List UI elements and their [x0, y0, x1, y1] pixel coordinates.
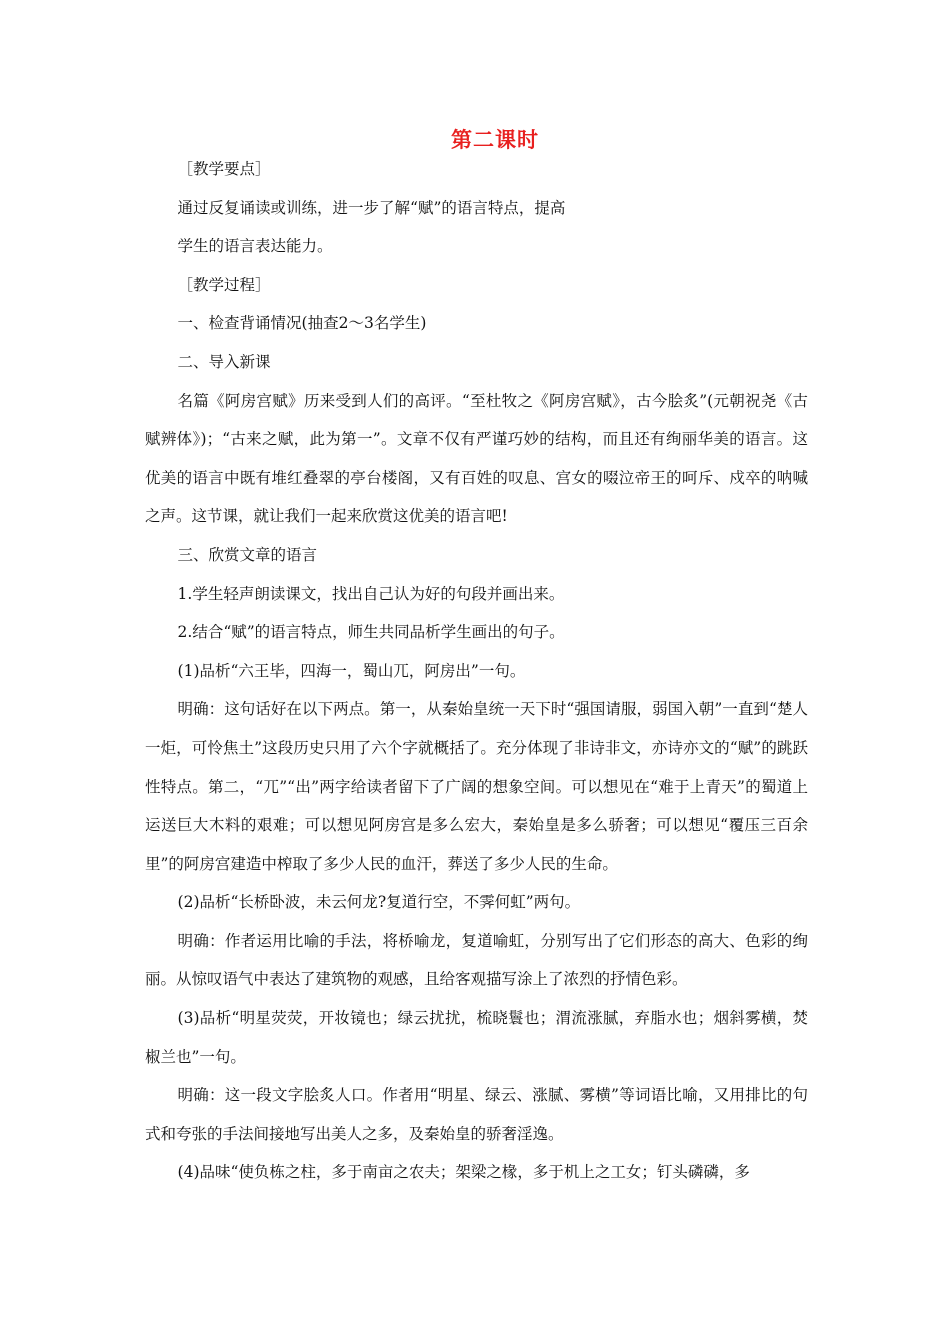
paragraph-task-2: 2.结合“赋”的语言特点，师生共同品析学生画出的句子。 [177, 623, 565, 642]
document-body [145, 150, 808, 1192]
step-heading-introduction: 二、导入新课 [177, 352, 271, 371]
section-heading-key-points: ［教学要点］ [177, 160, 271, 178]
step-heading-appreciate-language: 三、欣赏文章的语言 [177, 545, 318, 564]
paragraph-analysis-1: (1)品析“六王毕，四海一，蜀山兀，阿房出”一句。 [177, 661, 526, 680]
step-heading-check-recitation: 一、检查背诵情况(抽查2～3名学生) [177, 314, 427, 333]
paragraph-explanation-2: 明确：作者运用比喻的手法，将桥喻龙，复道喻虹，分别写出了它们形态的高大、色彩的绚丽。从惊叹语气中表达了建筑物的观感，且给客观描写涂上了浓烈的抒情色彩。 [145, 931, 808, 989]
section-heading-process: ［教学过程］ [177, 275, 271, 294]
paragraph-goal-line-1: 通过反复诵读或训练，进一步了解“赋”的语言特点，提高 [177, 198, 566, 217]
paragraph-analysis-2: (2)品析“长桥卧波，未云何龙?复道行空，不霁何虹”两句。 [177, 893, 581, 912]
lesson-title: 第二课时 [451, 127, 539, 152]
paragraph-goal-line-2: 学生的语言表达能力。 [177, 237, 333, 256]
paragraph-explanation-1: 明确：这句话好在以下两点。第一，从秦始皇统一天下时“强国请服，弱国入朝”一直到“楚人一炬，可怜焦土”这段历史只用了六个字就概括了。充分体现了非诗非文，亦诗亦文的“赋”的跳跃性特点。第二，“兀”“出”两字给读者留下了广阔的想象空间。可以想见在“难于上青天”的蜀道上运送巨大木料的艰难；可以想见阿房宫是多么宏大，秦始皇是多么骄奢；可以想见“覆压三百余里”的阿房宫建造中榨取了多少人民的血汗，葬送了多少人民的生命。 [145, 700, 808, 873]
paragraph-introduction: 名篇《阿房宫赋》历来受到人们的高评。“至杜牧之《阿房宫赋》，古今脍炙”(元朝祝尧《古赋辨体》)；“古来之赋，此为第一”。文章不仅有严谨巧妙的结构，而且还有绚丽华美的语言。这优美的语言中既有堆红叠翠的亭台楼阁，又有百姓的叹息、宫女的啜泣帝王的呵斥、戍卒的呐喊之声。这节课，就让我们一起来欣赏这优美的语言吧! [145, 391, 808, 526]
paragraph-analysis-3: (3)品析“明星荧荧，开妆镜也；绿云扰扰，梳晓鬟也；渭流涨腻，弃脂水也；烟斜雾横，焚椒兰也”一句。 [145, 1009, 808, 1066]
paragraph-analysis-4: (4)品味“使负栋之柱，多于南亩之农夫；架梁之椽，多于机上之工女；钉头磷磷，多 [177, 1163, 750, 1182]
paragraph-explanation-3: 明确：这一段文字脍炙人口。作者用“明星、绿云、涨腻、雾横”等词语比喻，又用排比的句式和夸张的手法间接地写出美人之多，及秦始皇的骄奢淫逸。 [145, 1086, 808, 1143]
paragraph-task-1: 1.学生轻声朗读课文，找出自己认为好的句段并画出来。 [177, 584, 565, 603]
